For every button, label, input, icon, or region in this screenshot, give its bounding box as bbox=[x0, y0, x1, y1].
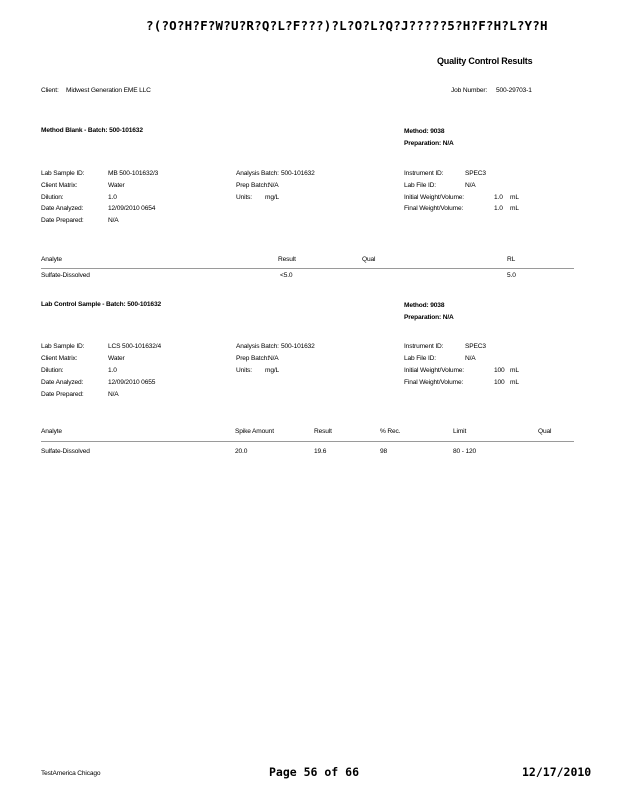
field-label: Instrument ID: bbox=[404, 343, 444, 350]
field-unit: mL bbox=[510, 379, 519, 386]
column-header-analyte: Analyte bbox=[41, 256, 62, 263]
field-value: SPEC3 bbox=[465, 170, 486, 177]
field-label: Client Matrix: bbox=[41, 182, 78, 189]
column-header-result: Result bbox=[314, 428, 332, 435]
field-value: 100 bbox=[494, 379, 505, 386]
field-value: Water bbox=[108, 182, 125, 189]
field-value: 500-101632 bbox=[281, 343, 315, 350]
field-label: Initial Weight/Volume: bbox=[404, 367, 464, 374]
cell-rec: 98 bbox=[380, 448, 388, 455]
method-blank-preparation: Preparation: N/A bbox=[404, 140, 454, 147]
field-label: Lab Sample ID: bbox=[41, 343, 85, 350]
field-label: Units: bbox=[236, 367, 252, 374]
garbled-header-text: ?(?O?H?F?W?U?R?Q?L?F???)?L?O?L?Q?J?????5?H?F?H?L?Y?H bbox=[146, 18, 548, 33]
field-value: 1.0 bbox=[494, 205, 503, 212]
field-label: Date Analyzed: bbox=[41, 205, 84, 212]
field-unit: mL bbox=[510, 194, 519, 201]
cell-limit: 80 - 120 bbox=[453, 448, 476, 455]
field-unit: mL bbox=[510, 205, 519, 212]
field-value: N/A bbox=[108, 217, 119, 224]
cell-spike-amount: 20.0 bbox=[235, 448, 248, 455]
page-number: Page 56 of 66 bbox=[269, 765, 360, 779]
field-value: SPEC3 bbox=[465, 343, 486, 350]
column-header-qual: Qual bbox=[362, 256, 376, 263]
field-label: Lab Sample ID: bbox=[41, 170, 85, 177]
client-value: Midwest Generation EME LLC bbox=[66, 87, 151, 94]
cell-analyte: Sulfate-Dissolved bbox=[41, 448, 90, 455]
report-date: 12/17/2010 bbox=[522, 765, 592, 779]
table-divider bbox=[41, 268, 574, 269]
field-value: N/A bbox=[465, 182, 476, 189]
field-label: Analysis Batch: bbox=[236, 343, 279, 350]
field-label: Dilution: bbox=[41, 367, 64, 374]
field-label: Date Prepared: bbox=[41, 217, 84, 224]
field-value: N/A bbox=[465, 355, 476, 362]
column-header-limit: Limit bbox=[453, 428, 467, 435]
client-label: Client: bbox=[41, 87, 59, 94]
field-value: mg/L bbox=[265, 194, 280, 201]
field-value: 1.0 bbox=[108, 367, 117, 374]
cell-analyte: Sulfate-Dissolved bbox=[41, 272, 90, 279]
lcs-preparation: Preparation: N/A bbox=[404, 314, 454, 321]
lab-name: TestAmerica Chicago bbox=[41, 770, 101, 777]
column-header-qual: Qual bbox=[538, 428, 552, 435]
field-label: Instrument ID: bbox=[404, 170, 444, 177]
field-label: Date Analyzed: bbox=[41, 379, 84, 386]
cell-rl: 5.0 bbox=[507, 272, 516, 279]
table-divider bbox=[41, 441, 574, 442]
column-header-rec: % Rec. bbox=[380, 428, 401, 435]
field-label: Date Prepared: bbox=[41, 391, 84, 398]
field-value: N/A bbox=[268, 355, 279, 362]
column-header-result: Result bbox=[278, 256, 296, 263]
field-value: 12/09/2010 0654 bbox=[108, 205, 156, 212]
field-value: 1.0 bbox=[108, 194, 117, 201]
field-value: 100 bbox=[494, 367, 505, 374]
field-value: 12/09/2010 0655 bbox=[108, 379, 156, 386]
field-value: 500-101632 bbox=[281, 170, 315, 177]
cell-result: <5.0 bbox=[280, 272, 293, 279]
lcs-method: Method: 9038 bbox=[404, 302, 445, 309]
method-blank-heading: Method Blank - Batch: 500-101632 bbox=[41, 127, 143, 134]
field-label: Dilution: bbox=[41, 194, 64, 201]
field-label: Final Weight/Volume: bbox=[404, 379, 464, 386]
column-header-spike-amount: Spike Amount bbox=[235, 428, 274, 435]
field-label: Analysis Batch: bbox=[236, 170, 279, 177]
job-number-value: 500-29703-1 bbox=[496, 87, 532, 94]
field-value: mg/L bbox=[265, 367, 280, 374]
field-value: Water bbox=[108, 355, 125, 362]
field-value: N/A bbox=[268, 182, 279, 189]
column-header-rl: RL bbox=[507, 256, 516, 263]
cell-result: 19.6 bbox=[314, 448, 327, 455]
field-label: Prep Batch: bbox=[236, 355, 269, 362]
field-value: 1.0 bbox=[494, 194, 503, 201]
field-value: LCS 500-101632/4 bbox=[108, 343, 161, 350]
field-unit: mL bbox=[510, 367, 519, 374]
field-label: Client Matrix: bbox=[41, 355, 78, 362]
field-label: Units: bbox=[236, 194, 252, 201]
column-header-analyte: Analyte bbox=[41, 428, 62, 435]
job-number-label: Job Number: bbox=[451, 87, 488, 94]
field-label: Lab File ID: bbox=[404, 182, 436, 189]
field-label: Initial Weight/Volume: bbox=[404, 194, 464, 201]
method-blank-method: Method: 9038 bbox=[404, 128, 445, 135]
report-title: Quality Control Results bbox=[437, 56, 533, 66]
field-value: MB 500-101632/3 bbox=[108, 170, 159, 177]
field-label: Prep Batch: bbox=[236, 182, 269, 189]
field-value: N/A bbox=[108, 391, 119, 398]
lcs-heading: Lab Control Sample - Batch: 500-101632 bbox=[41, 301, 161, 308]
field-label: Final Weight/Volume: bbox=[404, 205, 464, 212]
field-label: Lab File ID: bbox=[404, 355, 436, 362]
